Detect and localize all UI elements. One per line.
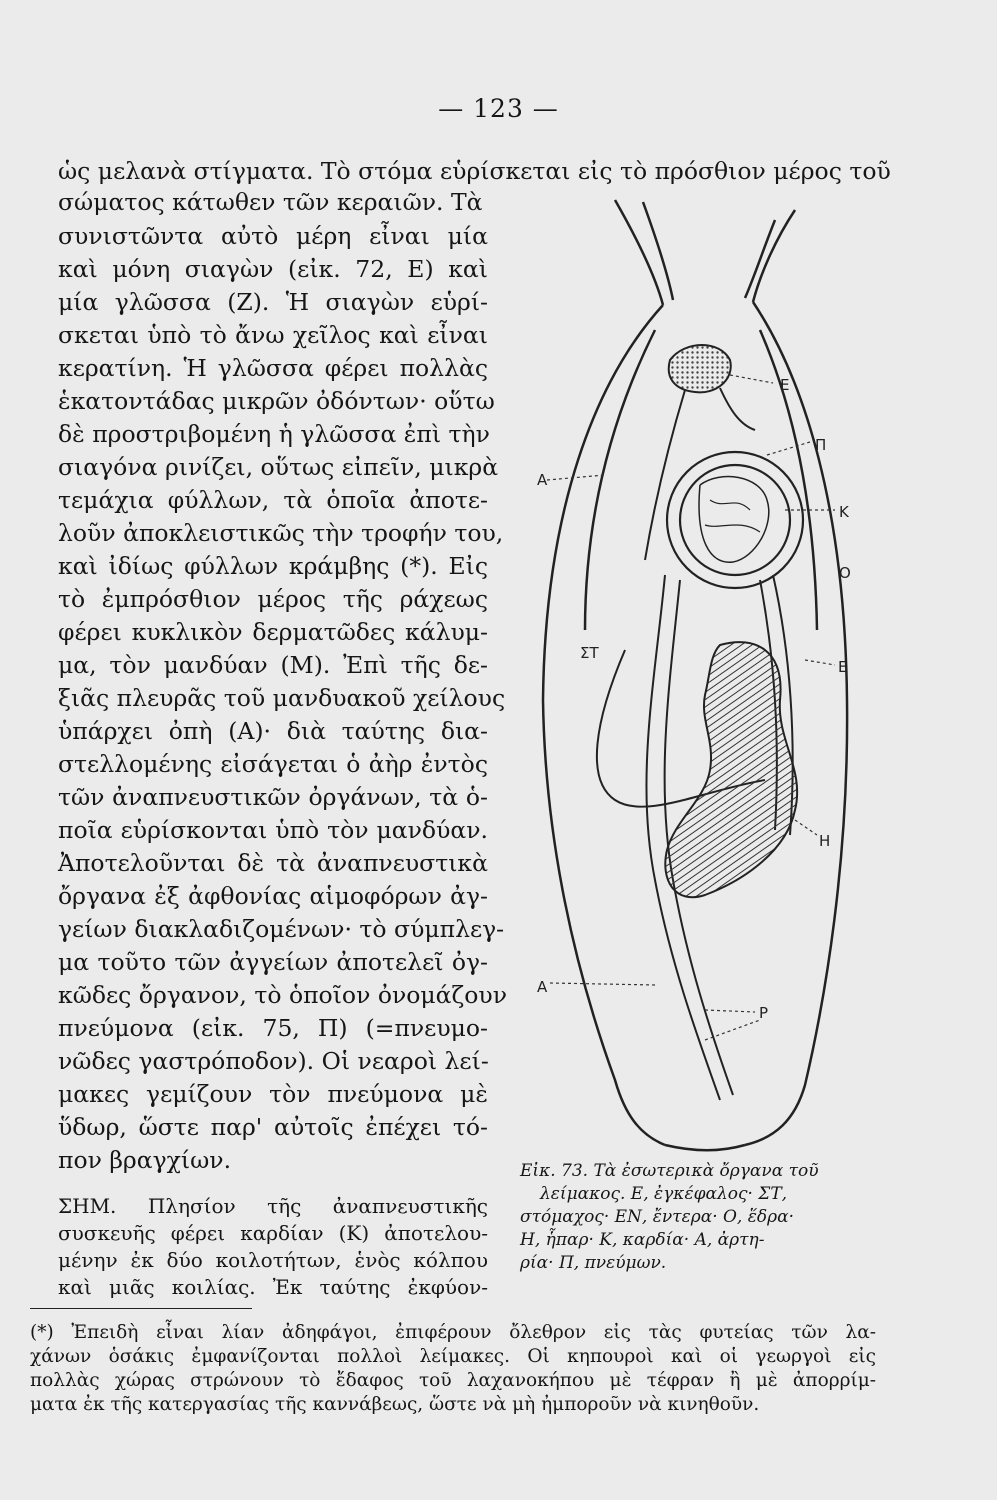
label-ST: ΣΤ: [580, 644, 599, 662]
body-line: σκεται ὑπὸ τὸ ἄνω χεῖλος καὶ εἶναι: [58, 321, 488, 349]
note-line: συσκευῆς φέρει καρδίαν (Κ) ἀποτελου-: [58, 1221, 488, 1245]
label-P-top: Π: [815, 436, 827, 454]
label-K: Κ: [839, 503, 849, 521]
body-line: νῶδες γαστρόποδον). Οἱ νεαροὶ λεί-: [58, 1047, 489, 1075]
body-line: καὶ μόνη σιαγὼν (εἰκ. 72, Ε) καὶ: [58, 255, 488, 283]
label-A-upper: Α: [537, 471, 548, 489]
note-line: μένην ἐκ δύο κοιλοτήτων, ἑνὸς κόλπου: [58, 1248, 488, 1272]
body-line: τεμάχια φύλλων, τὰ ὁποῖα ἀποτε-: [58, 486, 488, 514]
label-O: Ο: [839, 564, 851, 582]
body-line: συνιστῶντα αὐτὸ μέρη εἶναι μία: [58, 222, 488, 250]
figure-caption: [520, 1160, 880, 1275]
body-line: ἑκατοντάδας μικρῶν ὀδόντων· οὕτω: [58, 387, 495, 415]
label-E-mid: Ε: [838, 658, 848, 676]
body-line: καὶ ἰδίως φύλλων κράμβης (*). Εἰς: [58, 552, 488, 580]
caption-line: λείμακος. Ε, ἐγκέφαλος· ΣΤ,: [540, 1184, 788, 1204]
body-line: μα τοῦτο τῶν ἀγγείων ἀποτελεῖ ὀγ-: [58, 948, 488, 976]
liver: [665, 642, 797, 897]
slug-anatomy-figure: [505, 180, 885, 1155]
body-line: ποῖα εὑρίσκονται ὑπὸ τὸν μανδύαν.: [58, 816, 488, 844]
body-outline: [543, 200, 847, 1150]
body-line: μακες γεμίζουν τὸν πνεύμονα μὲ: [58, 1080, 488, 1108]
caption-line: ρία· Π, πνεύμων.: [520, 1253, 667, 1273]
label-E-top: Ε: [780, 376, 790, 394]
caption-line: στόμαχος· ΕΝ, ἔντερα· Ο, ἕδρα·: [520, 1207, 794, 1227]
note-line: καὶ μιᾶς κοιλίας. Ἐκ ταύτης ἐκφύον-: [58, 1275, 488, 1299]
body-line: φέρει κυκλικὸν δερματῶδες κάλυμ-: [58, 618, 488, 646]
footnote-line: (*) Ἐπειδὴ εἶναι λίαν ἀδηφάγοι, ἐπιφέρουν ὄλεθρον εἰς τὰς φυτείας τῶν λα-: [30, 1322, 876, 1343]
footnote-line: ματα ἐκ τῆς κατεργασίας τῆς καννάβεως, ὥστε νὰ μὴ ἠμποροῦν νὰ κινηθοῦν.: [30, 1394, 760, 1415]
heart-region: [667, 452, 803, 588]
page-number: — 123 —: [438, 94, 559, 123]
label-P-lower: Ρ: [759, 1004, 769, 1022]
note-line: ΣΗΜ. Πλησίον τῆς ἀναπνευστικῆς: [58, 1194, 488, 1218]
body-line: πνεύμονα (εἰκ. 75, Π) (=πνευμο-: [58, 1014, 488, 1042]
body-line: ὕδωρ, ὥστε παρ' αὐτοῖς ἐπέχει τό-: [58, 1113, 488, 1141]
body-line: κῶδες ὄργανον, τὸ ὁποῖον ὀνομάζουν: [58, 981, 508, 1009]
body-line: Ἀποτελοῦνται δὲ τὰ ἀναπνευστικὰ: [58, 849, 488, 877]
caption-line: Εἰκ. 73. Τὰ ἐσωτερικὰ ὄργανα τοῦ: [520, 1161, 819, 1181]
body-line: ξιᾶς πλευρᾶς τοῦ μανδυακοῦ χείλους: [58, 684, 506, 712]
body-line: τῶν ἀναπνευστικῶν ὀργάνων, τὰ ὁ-: [58, 783, 488, 811]
body-line: στελλομένης εἰσάγεται ὁ ἀὴρ ἐντὸς: [58, 750, 488, 778]
label-A-lower: Α: [537, 978, 548, 996]
body-line: σώματος κάτωθεν τῶν κεραιῶν. Τὰ: [58, 188, 483, 216]
body-line: τὸ ἐμπρόσθιον μέρος τῆς ράχεως: [58, 585, 488, 613]
body-line: σιαγόνα ρινίζει, οὕτως εἰπεῖν, μικρὰ: [58, 453, 499, 481]
body-line: λοῦν ἀποκλειστικῶς τὴν τροφήν του,: [58, 519, 504, 547]
footnote-line: χάνων ὁσάκις ἐμφανίζονται πολλοὶ λείμακες. Οἱ κηπουροὶ καὶ οἱ γεωργοὶ εἰς: [30, 1346, 876, 1367]
body-line: μα, τὸν μανδύαν (Μ). Ἐπὶ τῆς δε-: [58, 651, 488, 679]
body-line: ὄργανα ἐξ ἀφθονίας αἱμοφόρων ἀγ-: [58, 882, 488, 910]
body-line: ὡς μελανὰ στίγματα. Τὸ στόμα εὑρίσκεται εἰς τὸ πρόσθιον μέρος τοῦ: [58, 157, 891, 185]
body-line: πον βραγχίων.: [58, 1146, 232, 1174]
body-line: μία γλῶσσα (Ζ). Ἡ σιαγὼν εὑρί-: [58, 288, 488, 316]
body-line: κερατίνη. Ἡ γλῶσσα φέρει πολλὰς: [58, 354, 488, 382]
body-line: γείων διακλαδιζομένων· τὸ σύμπλεγ-: [58, 915, 505, 943]
body-line: ὑπάρχει ὀπὴ (Α)· διὰ ταύτης δια-: [58, 717, 488, 745]
caption-line: Η, ἧπαρ· Κ, καρδία· Α, ἀρτη-: [520, 1230, 765, 1250]
label-H: Η: [819, 832, 831, 850]
body-line: δὲ προστριβομένη ἡ γλῶσσα ἐπὶ τὴν: [58, 420, 490, 448]
footnote-line: πολλὰς χώρας στρώνουν τὸ ἔδαφος τοῦ λαχανοκήπου μὲ τέφραν ἢ μὲ ἀπορρίμ-: [30, 1370, 876, 1391]
footnote-rule: [30, 1308, 252, 1309]
